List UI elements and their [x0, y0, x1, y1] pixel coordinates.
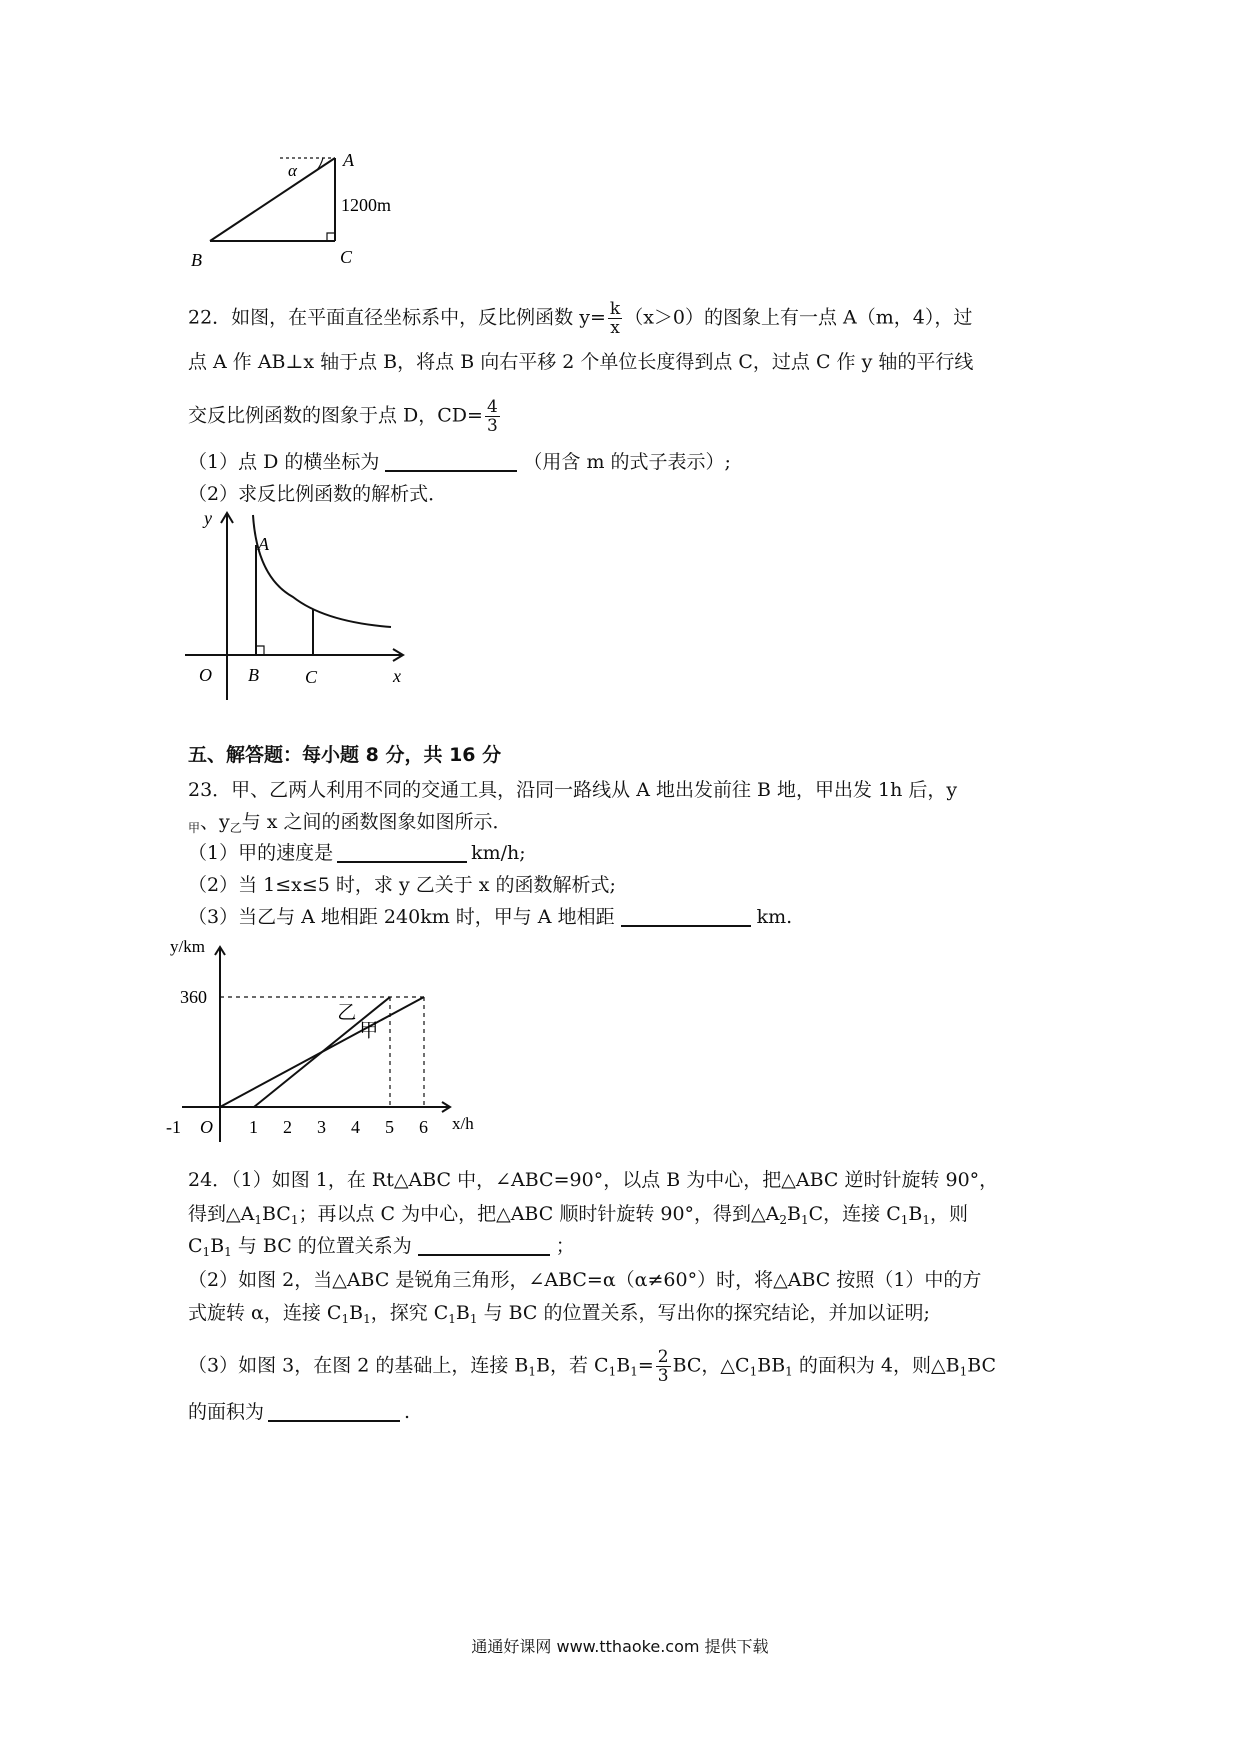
hyperbola-figure — [185, 505, 415, 705]
x-tick-label: O — [200, 1117, 213, 1137]
series-label: 乙 — [337, 1002, 357, 1024]
label-o: O — [199, 665, 212, 685]
fraction-two-thirds: $\frac{2}{3}$ — [657, 1347, 669, 1386]
q24-line1: 24．（1）如图 1，在 Rt△ABC 中，∠ABC=90°，以点 B 为中心，把△ABC 逆时针旋转 90°， — [188, 1169, 999, 1191]
label-c: C — [305, 667, 318, 687]
q23-line2: $_甲$、$y_乙$与 x 之间的函数图象如图所示． — [188, 811, 512, 835]
x-tick-label: 4 — [351, 1117, 360, 1137]
q23-part2: （2）当 1≤x≤5 时，求 y 乙关于 x 的函数解析式; — [188, 874, 616, 896]
q24-line3: $C_1B_1$ 与 BC 的位置关系为 ； — [188, 1235, 575, 1259]
side-ab — [210, 158, 335, 241]
q22-line3: 交反比例函数的图象于点 D，CD= $\frac{4}{3}$ — [188, 397, 498, 436]
label-b: B — [191, 250, 202, 270]
q24-line2: 得到$\triangle A_1BC_1$；再以点 C 为中心，把△ABC 顺时针旋转 90°，得到$\triangle A_2B_1C$，连接 $C_1B_1$，则 — [188, 1203, 969, 1227]
answer-blank[interactable] — [385, 450, 517, 472]
q22-part2: （2）求反比例函数的解析式． — [188, 483, 448, 505]
label-b: B — [248, 665, 259, 685]
q24-part2-line2: 式旋转 α，连接 $C_1B_1$，探究 $C_1B_1$ 与 BC 的位置关系，写出你的探究结论，并加以证明; — [188, 1302, 930, 1326]
x-tick-label: 6 — [419, 1117, 428, 1137]
q22-part1: （1）点 D 的横坐标为 （用含 m 的式子表示）; — [188, 451, 731, 473]
q22-line2: 点 A 作 AB⊥x 轴于点 B，将点 B 向右平移 2 个单位长度得到点 C，过点 C 作 y 轴的平行线 — [188, 351, 974, 373]
x-tick-label: 1 — [249, 1117, 258, 1137]
x-axis-label: x/h — [452, 1114, 474, 1133]
label-c: C — [340, 247, 353, 267]
answer-blank[interactable] — [621, 905, 751, 927]
label-height: 1200m — [341, 195, 392, 215]
section-title: 五、解答题：每小题 8 分，共 16 分 — [188, 744, 502, 766]
label-y: y — [204, 508, 212, 528]
q24-part3: （3）如图 3，在图 2 的基础上，连接 $B_1B$，若 $C_1B_1=$ $\frac{2}{3}$ BC，$\triangle C_1BB_1$ 的面积为 4，则$\triangle B_1BC$ — [188, 1347, 997, 1386]
footer-credit: 通通好课网 www.tthaoke.com 提供下载 — [471, 1637, 769, 1656]
answer-blank[interactable] — [337, 841, 467, 863]
distance-time-chart — [166, 935, 515, 1155]
q22-line1: 22．如图，在平面直径坐标系中，反比例函数 y= $\frac{k}{x}$ （x＞0）的图象上有一点 A（m，4），过 — [188, 299, 973, 338]
fraction-k-over-x: $\frac{k}{x}$ — [609, 299, 621, 338]
label-a: A — [343, 150, 354, 170]
label-a: A — [258, 534, 269, 554]
hyperbola-curve — [253, 515, 391, 627]
x-tick-label: 2 — [283, 1117, 292, 1137]
y-tick-label: 360 — [180, 987, 207, 1007]
q23-part3: （3）当乙与 A 地相距 240km 时，甲与 A 地相距 km. — [188, 906, 793, 928]
q24-part3-line2: 的面积为 . — [188, 1401, 411, 1423]
x-tick-label: -1 — [166, 1117, 181, 1137]
fraction-cd: $\frac{4}{3}$ — [486, 397, 498, 436]
series-label: 甲 — [359, 1020, 379, 1042]
q23-line1: 23．甲、乙两人利用不同的交通工具，沿同一路线从 A 地出发前往 B 地，甲出发 1h 后，y — [188, 779, 958, 801]
label-x: x — [393, 666, 401, 686]
series-line — [254, 997, 390, 1107]
y-axis-label: y/km — [170, 937, 205, 956]
q23-part1: （1）甲的速度是 km/h; — [188, 842, 526, 864]
x-tick-label: 5 — [385, 1117, 394, 1137]
triangle-figure — [185, 148, 415, 278]
label-alpha: α — [288, 161, 297, 180]
x-tick-label: 3 — [317, 1117, 326, 1137]
answer-blank[interactable] — [418, 1234, 550, 1256]
answer-blank[interactable] — [268, 1400, 400, 1422]
q24-part2-line1: （2）如图 2，当△ABC 是锐角三角形，∠ABC=α（α≠60°）时，将△ABC 按照（1）中的方 — [188, 1269, 982, 1291]
